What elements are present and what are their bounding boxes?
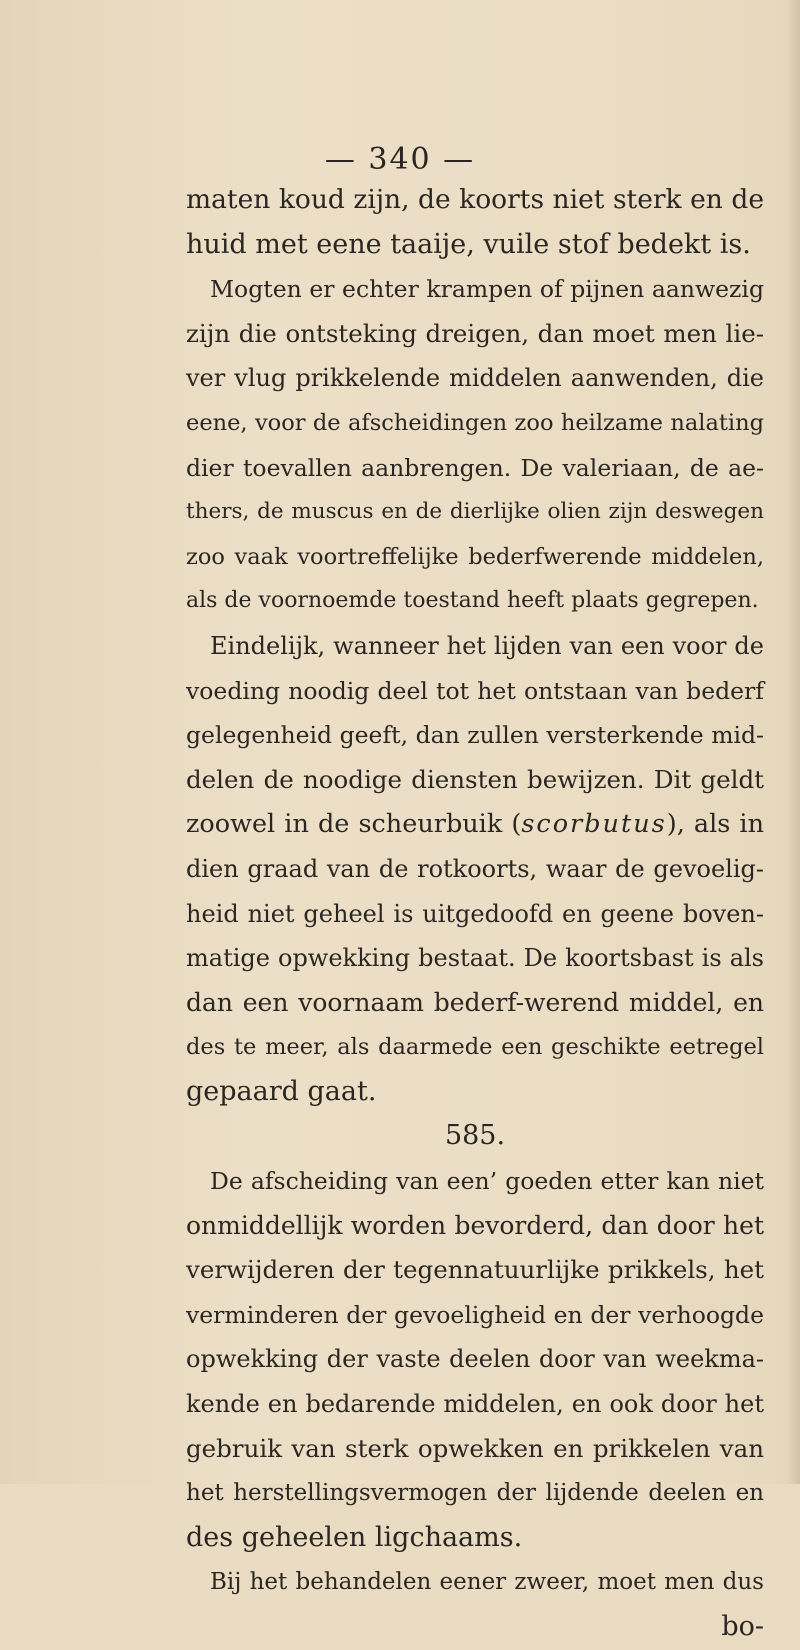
text-line: dier toevallen aanbrengen. De valeriaan, de ae-	[186, 453, 764, 482]
text-line: des te meer, als daarmede een geschikte eetregel	[186, 1034, 764, 1061]
text-line: voeding noodig deel tot het ontstaan van bederf	[186, 676, 764, 705]
catchword: bo-	[721, 1611, 764, 1642]
text-line: verwijderen der tegennatuurlijke prikkels, het	[186, 1255, 764, 1285]
text-line: ver vlug prikkelende middelen aanwenden, die	[186, 364, 764, 393]
text-line: maten koud zijn, de koorts niet sterk en de	[186, 184, 764, 215]
text-line: kende en bedarende middelen, en ook door het	[186, 1390, 764, 1419]
text-line: verminderen der gevoeligheid en der verhoogde	[186, 1300, 764, 1329]
text-line: huid met eene taaije, vuile stof bedekt is.	[186, 228, 751, 260]
section-number: 585.	[444, 1120, 506, 1152]
text-line: dien graad van de rotkoorts, waar de gevoelig-	[186, 854, 764, 883]
body-text	[186, 178, 764, 1650]
text-line: delen de noodige diensten bewijzen. Dit geldt	[186, 764, 764, 794]
latin-term: scorbutus	[521, 809, 667, 840]
text-line: dan een voornaam bederf-werend middel, en	[186, 987, 764, 1017]
text-line: thers, de muscus en de dierlijke olien zijn deswegen	[186, 499, 764, 525]
text-line: zoo vaak voortreffelijke bederfwerende middelen,	[186, 543, 764, 570]
text-line: zijn die ontsteking dreigen, dan moet men lie-	[186, 318, 764, 348]
text-line: gepaard gaat.	[186, 1075, 377, 1107]
text-line: zoowel in de scheurbuik (scorbutus), als in	[186, 809, 764, 840]
text-line: onmiddellijk worden bevorderd, dan door het	[186, 1210, 764, 1240]
text-line: gebruik van sterk opwekken en prikkelen van	[186, 1433, 764, 1463]
text-line: Eindelijk, wanneer het lijden van een voor de	[210, 631, 764, 660]
text-line: des geheelen ligchaams.	[186, 1521, 523, 1553]
text-line: het herstellingsvermogen der lijdende deelen en	[186, 1480, 764, 1507]
text-line: matige opwekking bestaat. De koortsbast is als	[186, 944, 764, 973]
text-line: heid niet geheel is uitgedoofd en geene boven-	[186, 899, 764, 928]
text-line: als de voornoemde toestand heeft plaats gegrepen.	[186, 588, 759, 614]
text-line: Mogten er echter krampen of pijnen aanwezig	[210, 275, 764, 304]
text-line: Bij het behandelen eener zweer, moet men dus	[210, 1569, 764, 1596]
text-line: De afscheiding van een’ goeden etter kan niet	[210, 1167, 764, 1196]
text-line: opwekking der vaste deelen door van weekma-	[186, 1345, 764, 1374]
text-line: gelegenheid geeft, dan zullen versterkende mid-	[186, 721, 764, 750]
page-header: — 340 —	[324, 142, 476, 177]
text-line: eene, voor de afscheidingen zoo heilzame nalating	[186, 409, 764, 436]
page-edge-shadow	[786, 0, 800, 1484]
